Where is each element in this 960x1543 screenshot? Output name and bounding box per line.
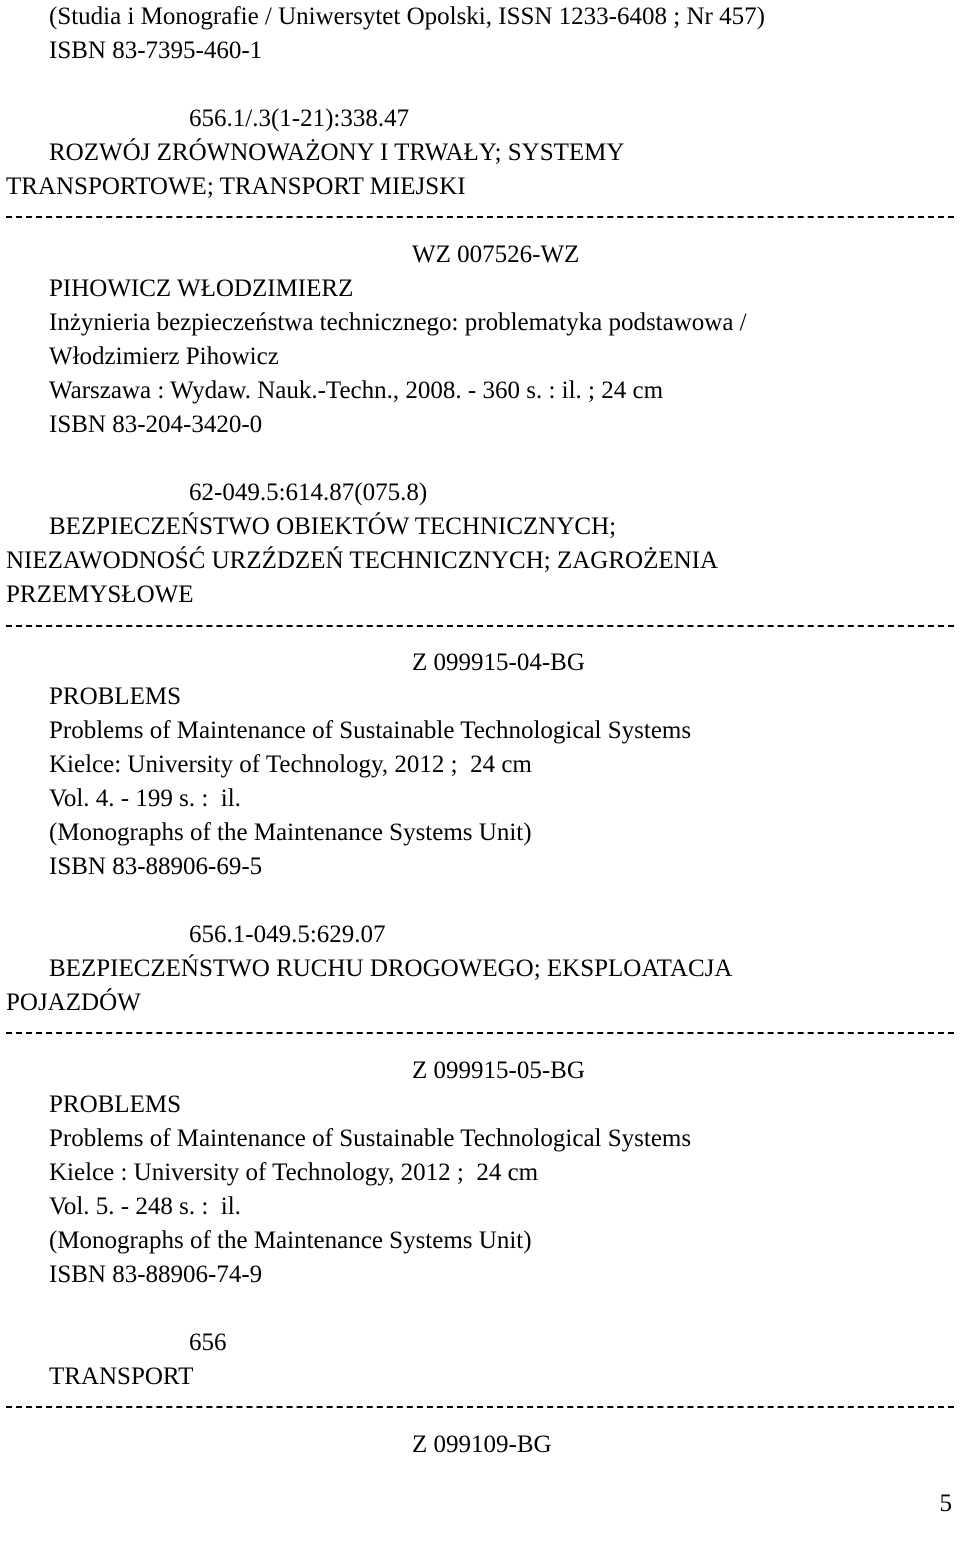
imprint: Warszawa : Wydaw. Nauk.-Techn., 2008. - 360 s. : il. ; 24 cm (49, 377, 664, 404)
imprint: Kielce: University of Technology, 2012 ; 24 cm (49, 751, 532, 778)
subject-heading-cont: TRANSPORTOWE; TRANSPORT MIEJSKI (6, 173, 466, 200)
call-number: Z 099915-04-BG (412, 649, 585, 676)
title: Problems of Maintenance of Sustainable Technological Systems (49, 717, 692, 744)
udc-code: 656.1-049.5:629.07 (189, 921, 386, 948)
udc-code: 656.1/.3(1-21):338.47 (189, 105, 410, 132)
series: (Monographs of the Maintenance Systems Unit) (49, 819, 532, 846)
subject-heading: BEZPIECZEŃSTWO RUCHU DROGOWEGO; EKSPLOATACJA (49, 955, 733, 982)
title: Problems of Maintenance of Sustainable Technological Systems (49, 1125, 692, 1152)
title: Inżynieria bezpieczeństwa technicznego: problematyka podstawowa / (49, 309, 747, 336)
isbn: ISBN 83-204-3420-0 (49, 411, 263, 438)
main-heading: PROBLEMS (49, 683, 181, 710)
isbn: ISBN 83-88906-74-9 (49, 1261, 263, 1288)
volume: Vol. 5. - 248 s. : il. (49, 1193, 241, 1220)
subject-heading-cont: NIEZAWODNOŚĆ URZŹDZEŃ TECHNICZNYCH; ZAGROŻENIA (6, 547, 719, 574)
udc-code: 656 (189, 1329, 227, 1356)
isbn: ISBN 83-88906-69-5 (49, 853, 263, 880)
title-cont: Włodzimierz Pihowicz (49, 343, 279, 370)
subject-heading-cont: POJAZDÓW (6, 989, 141, 1016)
call-number: Z 099109-BG (412, 1431, 552, 1458)
main-heading: PROBLEMS (49, 1091, 181, 1118)
call-number: WZ 007526-WZ (412, 241, 580, 268)
page-number: 5 (939, 1490, 952, 1517)
series: (Monographs of the Maintenance Systems Unit) (49, 1227, 532, 1254)
subject-heading: TRANSPORT (49, 1363, 194, 1390)
subject-heading-cont: PRZEMYSŁOWE (6, 581, 194, 608)
author-heading: PIHOWICZ WŁODZIMIERZ (49, 275, 354, 302)
separator (6, 625, 954, 627)
subject-heading: ROZWÓJ ZRÓWNOWAŻONY I TRWAŁY; SYSTEMY (49, 139, 625, 166)
subject-heading: BEZPIECZEŃSTWO OBIEKTÓW TECHNICZNYCH; (49, 513, 617, 540)
series-note: (Studia i Monografie / Uniwersytet Opolski, ISSN 1233-6408 ; Nr 457) (49, 3, 765, 30)
imprint: Kielce : University of Technology, 2012 ; 24 cm (49, 1159, 539, 1186)
volume: Vol. 4. - 199 s. : il. (49, 785, 241, 812)
separator (6, 216, 954, 218)
call-number: Z 099915-05-BG (412, 1057, 585, 1084)
separator (6, 1032, 954, 1034)
separator (6, 1406, 954, 1408)
isbn: ISBN 83-7395-460-1 (49, 37, 263, 64)
udc-code: 62-049.5:614.87(075.8) (189, 479, 428, 506)
